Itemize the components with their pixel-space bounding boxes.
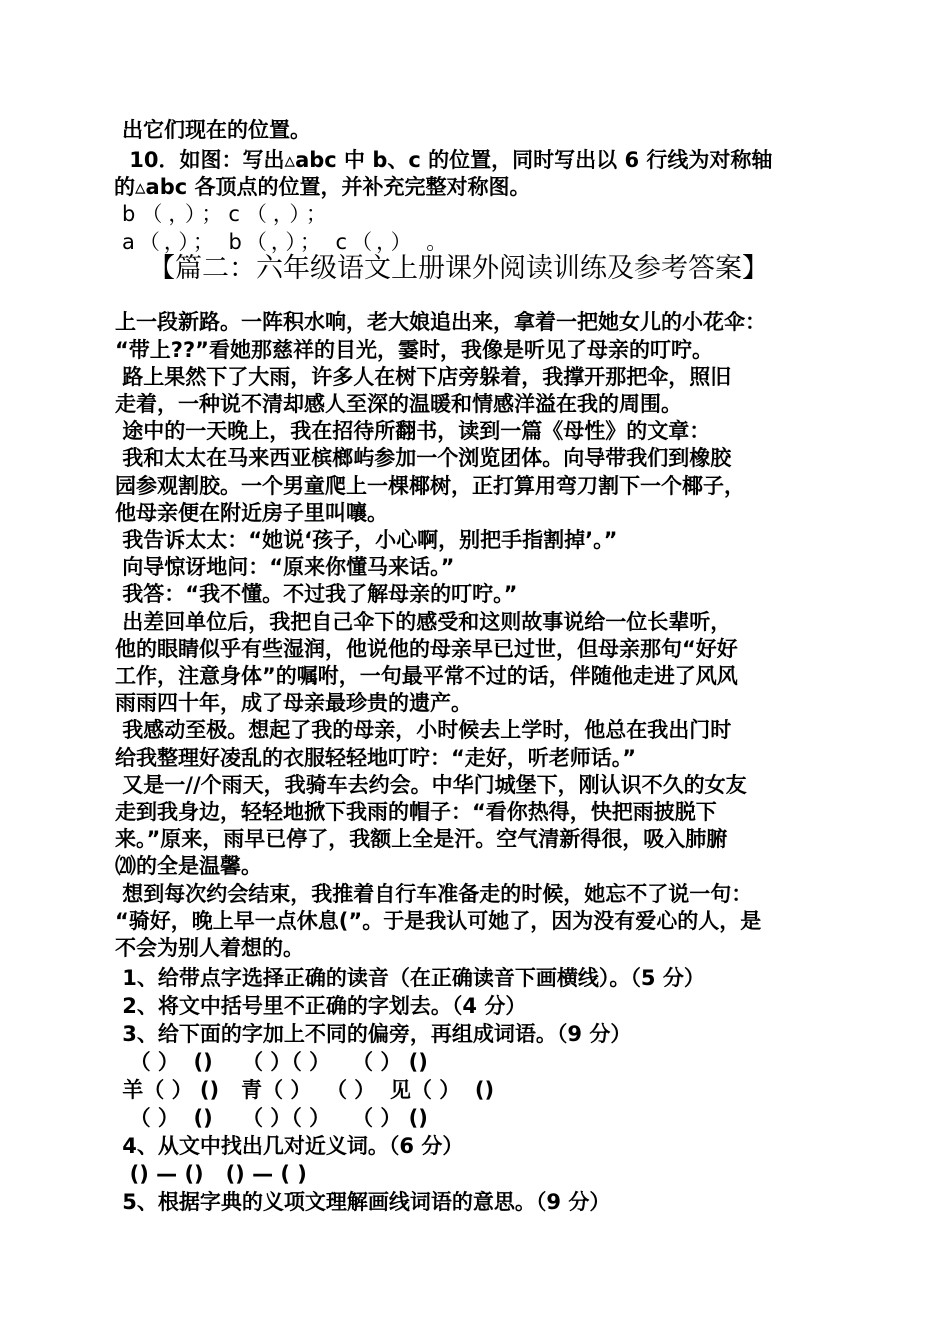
text-line: 他母亲便在附近房子里叫嚷。 <box>115 501 388 525</box>
text-line: 出它们现在的位置。 <box>122 118 311 142</box>
text-line: 我和太太在马来西亚槟榔屿参加一个浏览团体。向导带我们到橡胶 <box>115 446 732 470</box>
section-heading: 【篇二：六年级语文上册课外阅读训练及参考答案】 <box>148 253 769 284</box>
text-line: 上一段新路。一阵积水响，老大娘追出来，拿着一把她女儿的小花伞： <box>115 310 766 334</box>
text-line: 走到我身边，轻轻地掀下我雨的帽子：“看你热得，快把雨披脱下 <box>115 800 717 824</box>
radical-blank-row: （ ） () （ ）（ ） （ ） () <box>115 1106 428 1130</box>
question-4: 4、从文中找出几对近义词。（6 分） <box>115 1134 464 1158</box>
coordinate-blank-line: b（，）；c（，）； <box>122 202 333 226</box>
text-line: 途中的一天晚上，我在招待所翻书，读到一篇《母性》的文章： <box>115 419 711 443</box>
radical-blank-row: （ ） () （ ）（ ） （ ） () <box>115 1050 428 1074</box>
question-2: 2、将文中括号里不正确的字划去。（4 分） <box>115 994 527 1018</box>
text-line: 10．如图：写出▵abc 中 b、c 的位置，同时写出以 6 行线为对称轴 <box>122 148 773 172</box>
question-3: 3、给下面的字加上不同的偏旁，再组成词语。（9 分） <box>115 1022 632 1046</box>
text-line: 工作，注意身体”的嘱咐，一句最平常不过的话，伴随他走进了风风 <box>115 664 738 688</box>
text-line: 来。”原来，雨早已停了，我额上全是汗。空气清新得很，吸入肺腑 <box>115 827 728 851</box>
text-line: 我告诉太太：“她说‘孩子，小心啊，别把手指割掉’。” <box>115 528 618 552</box>
text-line: 又是一//个雨天，我骑车去约会。中华门城堡下，刚认识不久的女友 <box>115 773 747 797</box>
text-line: 出差回单位后，我把自己伞下的感受和这则故事说给一位长辈听， <box>115 610 732 634</box>
text-line: 路上果然下了大雨，许多人在树下店旁躲着，我撑开那把伞，照旧 <box>115 365 732 389</box>
text-line: “带上??”看她那慈祥的目光，霎时，我像是听见了母亲的叮咛。 <box>115 338 713 362</box>
question-5: 5、根据字典的义项文理解画线词语的意思。（9 分） <box>115 1190 611 1214</box>
text-line: 他的眼睛似乎有些湿润，他说他的母亲早已过世，但母亲那句“好好 <box>115 637 738 661</box>
text-line: 我答：“我不懂。不过我了解母亲的叮咛。” <box>115 582 518 606</box>
text-line: 园参观割胶。一个男童爬上一棵椰树，正打算用弯刀割下一个椰子， <box>115 474 745 498</box>
text-line: 向导惊讶地问：“原来你懂马来话。” <box>115 555 455 579</box>
text-line: 给我整理好凌乱的衣服轻轻地叮咛：“走好，听老师话。” <box>115 746 637 770</box>
text-line: 走着，一种说不清却感人至深的温暖和情感洋溢在我的周围。 <box>115 392 682 416</box>
text-line: 想到每次约会结束，我推着自行车准备走的时候，她忘不了说一句： <box>115 882 753 906</box>
text-line: 雨雨四十年，成了母亲最珍贵的遗产。 <box>115 691 472 715</box>
radical-blank-row: 羊（ ） () 青（ ） （ ） 见（ ） () <box>115 1078 495 1102</box>
text-line: ⒇的全是温馨。 <box>115 854 262 878</box>
text-line: “骑好，晚上早一点休息(”。于是我认可她了，因为没有爱心的人，是 <box>115 909 762 933</box>
text-line: 的▵abc 各顶点的位置，并补充完整对称图。 <box>114 175 531 199</box>
synonym-blank-row: () — () () — ( ) <box>115 1162 307 1186</box>
coordinate-blank-line: a（，）； b（，）； c（，） 。 <box>122 230 452 254</box>
text-line: 我感动至极。想起了我的母亲，小时候去上学时，他总在我出门时 <box>115 718 732 742</box>
text-line: 不会为别人着想的。 <box>115 936 304 960</box>
question-1: 1、给带点字选择正确的读音（在正确读音下画横线）。（5 分） <box>115 966 705 990</box>
